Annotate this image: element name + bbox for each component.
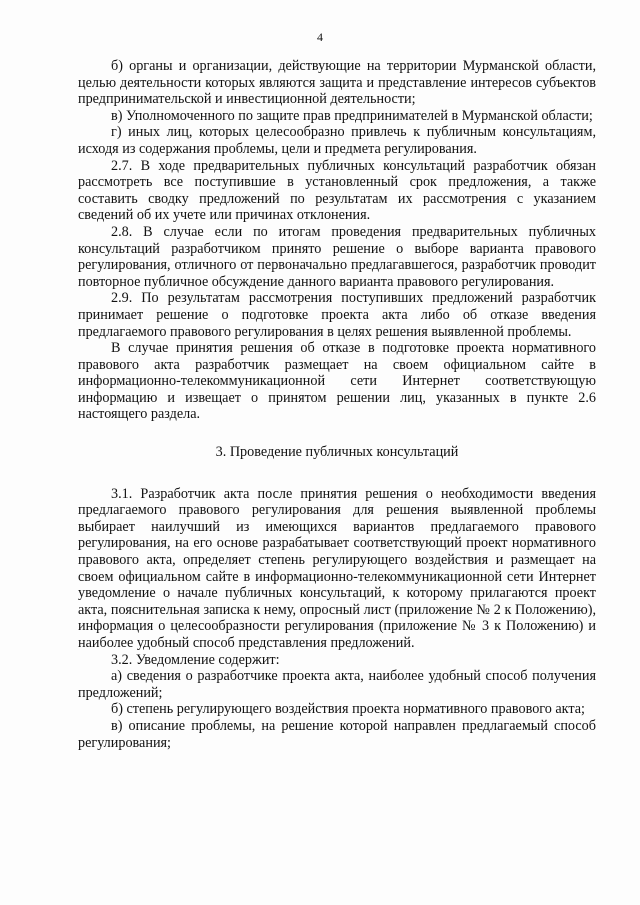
paragraph-list-item-g: г) иных лиц, которых целесообразно привлечь к публичным консультациям, исходя из содержания проблемы, цели и предмета регулирования. — [78, 124, 596, 157]
paragraph-2-7: 2.7. В ходе предварительных публичных консультаций разработчик обязан рассмотреть все поступившие в установленный срок предложения, а также составить сводку предложений по результатам их рассмотрения с указанием сведений об их учете или причинах отклонения. — [78, 157, 596, 224]
paragraph-list-item-a: а) сведения о разработчике проекта акта, наиболее удобный способ получения предложений; — [78, 668, 596, 701]
paragraph-2-9: 2.9. По результатам рассмотрения поступивших предложений разработчик принимает решение о подготовке проекта акта либо об отказе введения предлагаемого правового регулирования в целях решения выявленной проблемы. — [78, 290, 596, 340]
section-heading: 3. Проведение публичных консультаций — [215, 444, 459, 461]
paragraph-list-item-b: б) органы и организации, действующие на территории Мурманской области, целью деятельности которых являются защита и представление интересов субъектов предпринимательской и инвестиционной деятельности; — [78, 58, 596, 108]
paragraph-2-8: 2.8. В случае если по итогам проведения предварительных публичных консультаций разработчиком принято решение о выборе варианта правового регулирования, отличного от первоначально предлагавшегося, разработчик проводит повторное публичное обсуждение данного варианта правового регулирования. — [78, 223, 596, 290]
paragraph-list-item-b2: б) степень регулирующего воздействия проекта нормативного правового акта; — [111, 701, 586, 718]
paragraph-list-item-v: в) Уполномоченного по защите прав предпринимателей в Мурманской области; — [111, 107, 593, 124]
document-body — [78, 58, 596, 751]
page-number: 4 — [317, 30, 323, 44]
paragraph-3-1: 3.1. Разработчик акта после принятия решения о необходимости введения предлагаемого правового регулирования для решения выявленной проблемы выбирает наилучший из имеющихся вариантов предлагаемого правового регулирования, на его основе разрабатывает соответствующий проект нормативного правового акта, определяет степень регулирующего воздействия и размещает на своем официальном сайте в информационно-телекоммуникационной сети Интернет уведомление о начале публичных консультаций, к которому прилагаются проект акта, пояснительная записка к нему, опросный лист (приложение № 2 к Положению), информация о целесообразности регулирования (приложение № 3 к Положению) и наиболее удобный способ представления предложений. — [78, 485, 596, 651]
paragraph-3-2: 3.2. Уведомление содержит: — [111, 651, 280, 668]
paragraph-list-item-v2: в) описание проблемы, на решение которой направлен предлагаемый способ регулирования; — [78, 717, 596, 751]
paragraph-refusal: В случае принятия решения об отказе в подготовке проекта нормативного правового акта разработчик размещает на своем официальном сайте в информационно-телекоммуникационной сети Интернет соответствующую информацию и извещает о принятом решении лиц, указанных в пункте 2.6 настоящего раздела. — [78, 340, 596, 423]
